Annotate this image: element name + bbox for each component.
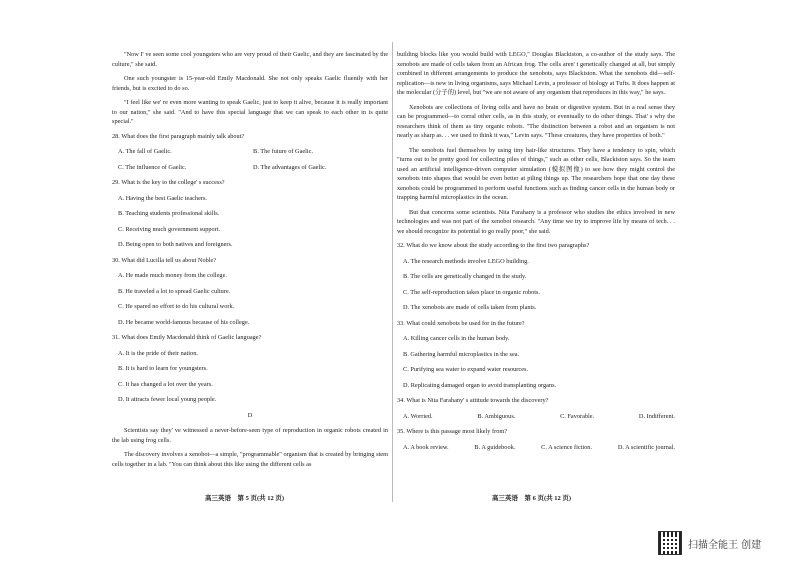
option: C. It has changed a lot over the years.: [118, 380, 213, 388]
option: B. The cells are genetically changed in the study.: [403, 273, 527, 280]
option: D. He became world-famous because of his college.: [118, 318, 250, 326]
option: A. A book review.: [403, 443, 449, 451]
option: C. A science fiction.: [541, 443, 593, 451]
paragraph: "Now I' ve seen some cool youngsters who are very proud of their Gaelic, and they are fascinated by the culture," she said.: [112, 51, 388, 68]
option: D. Indifferent.: [638, 412, 675, 420]
paragraph: "I feel like we' re even more wanting to speak Gaelic, just to keep it alive, because it is really important to our nation," she said. "And to have this special language that we can speak to each other in is quite special.": [112, 99, 388, 125]
paragraph: The discovery involves a xenobot—a simple, "programmable" organism that is created by bringing stem cells together in a lab. "You can think about this like using the different cells as: [112, 451, 388, 468]
option: A. The research methods involve LEGO building.: [403, 257, 529, 265]
paragraph: building blocks like you would build with LEGO," Douglas Blackiston, a co-author of the study says. The xenobots are made of cells taken from an African frog. The cells aren' t genetically changed at all, but simply combined in different arrangements to produce the xenobots, says Blackiston. What the xenobots did—self-replication—is new in living organisms, says Michael Levin, a professor of biology at Tufts. It does happen at the molecular (分子的) level, but "we are not aware of any organism that reproduces in this way," he says.: [397, 51, 675, 96]
paragraph: One such youngster is 15-year-old Emily Macdonald. She not only speaks Gaelic fluently with her friends, but is excited to do so.: [112, 75, 388, 92]
option: D. Replicating damaged organ to avoid transplanting organs.: [403, 381, 557, 389]
question-stem: 33. What could xenobots be used for in the future?: [397, 319, 525, 327]
question-stem: 35. Where is this passage most likely from?: [397, 428, 508, 435]
question-stem: 30. What did Lucilla tell us about Noble?: [112, 256, 217, 264]
section-label: D: [247, 411, 253, 419]
option: D. The advantages of Gaelic.: [253, 163, 327, 171]
option: B. A guidebook.: [474, 443, 516, 451]
option: B. Gathering harmful microplastics in the sea.: [403, 350, 520, 358]
paragraph: The xenobots fuel themselves by using tiny hair-like structures. They have a tendency to spin, which "turns out to be pretty good for collecting piles of things," such as other cells, Blackiston says. So the team used an artificial intelligence-driven computer simulation (模拟图像) to see how they might control the xenobots into shapes that would be even better at piling things up. The researchers hope that one day these xenobots could be programmed to perform useful functions such as finding cancer cells in the human body or trapping harmful microplastics in the ocean.: [397, 146, 675, 201]
option-row: [118, 147, 388, 157]
column-divider: [392, 42, 393, 502]
scanner-watermark: 扫描全能王 创建: [688, 540, 762, 551]
option: B. It is hard to learn for youngsters.: [118, 365, 208, 372]
option: A. Killing cancer cells in the human body.: [403, 335, 510, 342]
option: A. Having the best Gaelic teachers.: [118, 194, 207, 202]
option: C. He spared no effort to do his cultural work.: [118, 303, 235, 310]
paragraph: Scientists say they' ve witnessed a never-before-seen type of reproduction in organic robots created in the lab using frog cells.: [112, 427, 388, 444]
option: A. Worried.: [403, 412, 433, 420]
option: C. Receiving much government support.: [118, 225, 221, 233]
page-footer-right: 高三英语 第 6 页(共 12 页): [492, 495, 572, 502]
question-stem: 28. What does the first paragraph mainly talk about?: [112, 132, 245, 140]
paragraph: But that concerns some scientists. Nita Farahany is a professor who studies the ethics involved in new technologies and was not part of the xenobot research. "Any time we try to improve life by means of tech. . . we should recognize its potential to go really poor," she said.: [397, 208, 675, 235]
option: B. Ambiguous.: [477, 412, 516, 420]
option-row: [118, 163, 388, 173]
option: B. Teaching students professional skills.: [118, 210, 220, 217]
option: D. The xenobots are made of cells taken from plants.: [403, 304, 537, 311]
question-stem: 34. What is Nita Farahany' s attitude towards the discovery?: [397, 397, 549, 404]
option: C. Favorable.: [560, 412, 595, 420]
right-column: [397, 50, 675, 458]
qr-code-icon: [658, 531, 682, 555]
question-stem: 32. What do we know about the study according to the first two paragraphs?: [397, 242, 590, 249]
option: A. It is the pride of their nation.: [118, 349, 198, 357]
option: C. The self-reproduction takes place in organic robots.: [403, 288, 541, 296]
option: D. It attracts fewer local young people.: [118, 396, 217, 403]
option: D. A scientific journal.: [617, 443, 675, 451]
option-row: [403, 443, 675, 453]
option: C. Purifying sea water to expand water resources.: [403, 366, 529, 373]
option: B. He traveled a lot to spread Gaelic culture.: [118, 287, 231, 295]
paragraph: Xenobots are collections of living cells and have no brain or digestive system. But in a real sense they can be programmed—to corral other cells, as in this study, or eventually to do other things. That' s why the researchers think of them as tiny organic robots. "The distinction between a robot and an organism is not nearly as sharp as. . . we used to think it was," Levin says. "These creatures, they have properties of both.": [397, 103, 675, 139]
option: B. The future of Gaelic.: [253, 148, 314, 155]
option: C. The influence of Gaelic.: [118, 163, 187, 171]
question-stem: 31. What does Emily Macdonald think of Gaelic language?: [112, 334, 262, 341]
question-stem: 29. What is the key to the college' s success?: [112, 179, 225, 186]
option: D. Being open to both natives and foreigners.: [118, 241, 233, 248]
left-column: [112, 50, 388, 474]
option-row: [403, 412, 675, 422]
page-footer-left: 高三英语 第 5 页(共 12 页): [205, 495, 285, 502]
option: A. The fall of Gaelic.: [118, 148, 172, 155]
option: A. He made much money from the college.: [118, 272, 227, 279]
